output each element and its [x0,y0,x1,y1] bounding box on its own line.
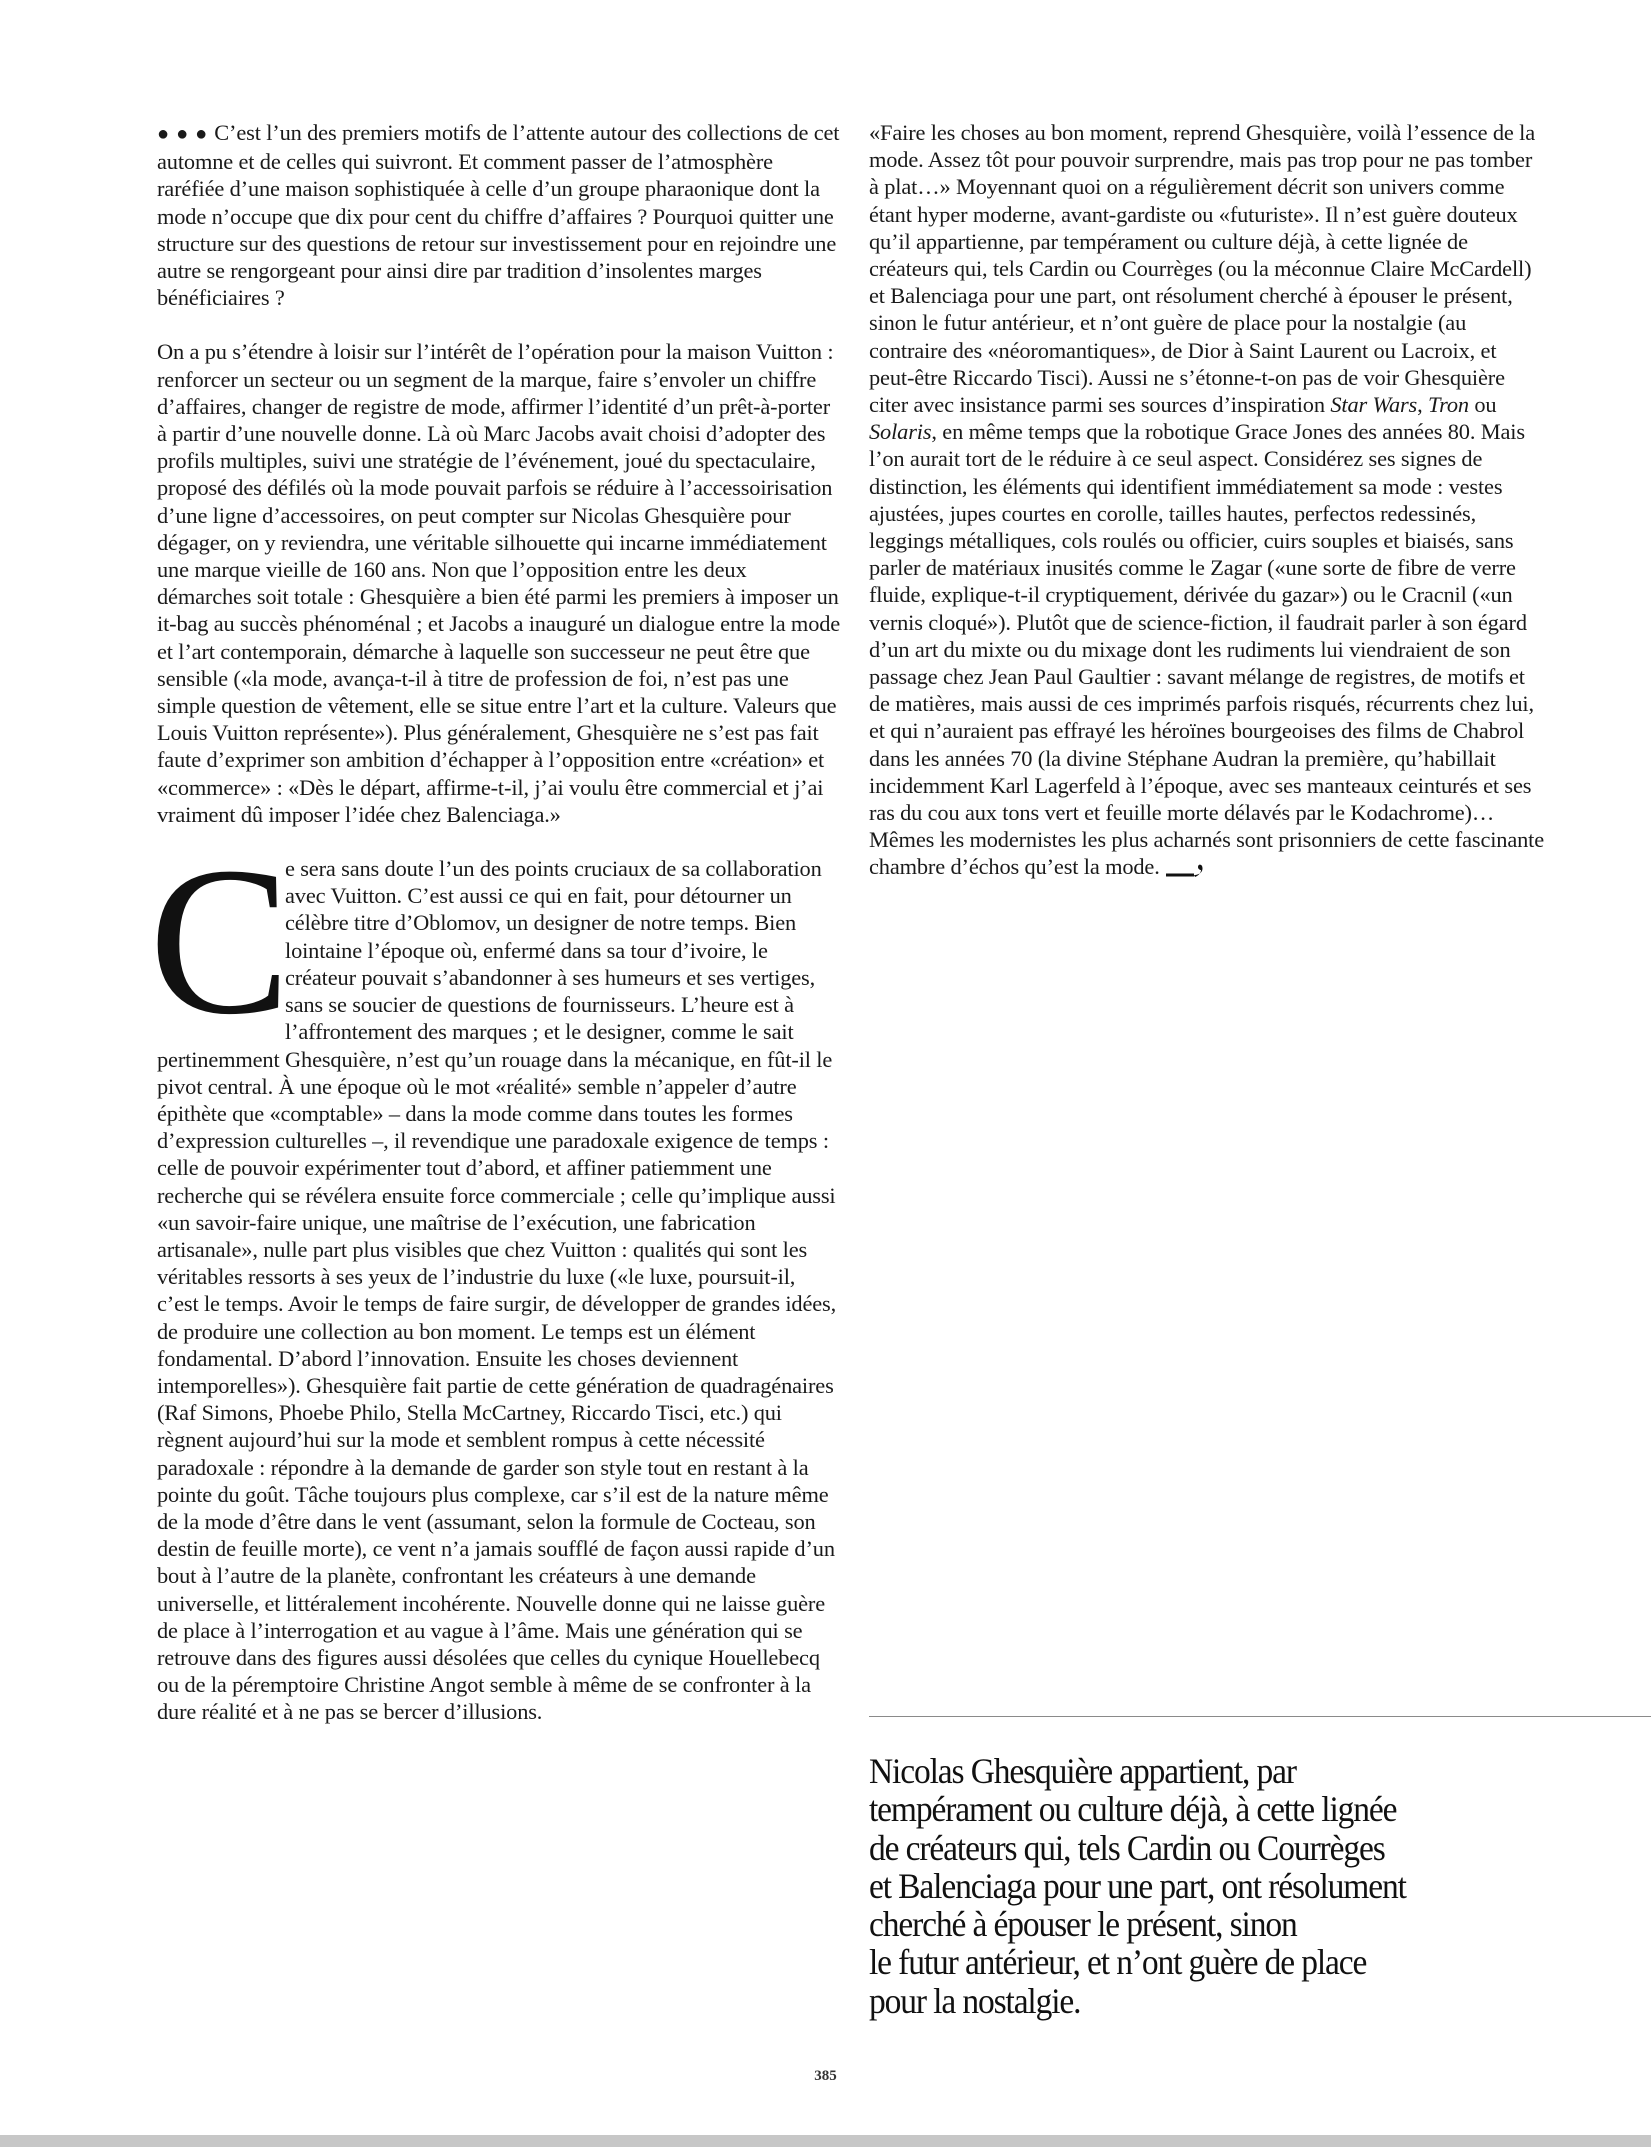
pullquote [869,1752,1501,2020]
paragraph-timing-text-a: «Faire les choses au bon moment, reprend Ghesquière, voilà l’essence de la mode. Assez tôt pour pouvoir surprendre, mais pas trop pour ne pas tomber à plat…» Moyennant quoi on a régulièrement décrit son univers comme étant hyper moderne, avant-gardiste ou «futuriste». Il n’est guère douteux qu’il appartienne, par tempérament ou culture déjà, à cette lignée de créateurs qui, tels Cardin ou Courrèges (ou la méconnue Claire McCardell) et Balenciaga pour une part, ont résolument cherché à épouser le présent, sinon le futur antérieur, et n’ont guère de place pour la nostalgie (au contraire des «néoromantiques», de Dior à Saint Laurent ou Lacroix, et peut-être Riccardo Tisci). Aussi ne s’étonne-t-on pas de voir Ghesquière citer avec insistance parmi ses sources d’inspiration [869,120,1535,418]
pullquote-line: et Balenciaga pour une part, ont résolument [869,1865,1406,1906]
paragraph-dropcap-block [149,823,841,1726]
drop-cap-letter: C [149,823,291,1059]
paragraph-timing [869,119,1547,881]
pullquote-line: de créateurs qui, tels Cardin ou Courrèges [869,1827,1385,1868]
separator-text: ou [1468,392,1497,418]
end-of-article-icon [1164,862,1208,880]
article-column-left [149,119,841,1726]
pullquote-line: cherché à épouser le présent, sinon [869,1904,1297,1945]
paragraph-timing-text-b: , en même temps que la robotique Grace Jones des années 80. Mais l’on aurait tort de le réduire à ce seul aspect. Considérez ses signes de distinction, les éléments qui identifient immédiatement sa mode : vestes ajustées, jupes courtes en corolle, tailles hautes, perfectos redessinés, leggings métalliques, cols roulés ou officier, cuirs souples et biaisés, sans parler de matériaux inusités comme le Zagar («une sorte de fibre de verre fluide, explique-t-il cryptiquement, dérivée du gazar») ou le Cracnil («un vernis cloqué»). Plutôt que de science-fiction, il faudrait parler à son égard d’un art du mixte ou du mixage dont les rudiments lui viendraient de son passage chez Jean Paul Gaultier : savant mélange de registres, de motifs et de matières, mais aussi de ces imprimés parfois risqués, récurrents chez lui, et qui n’auraient pas effrayé les héroïnes bourgeoises des films de Chabrol dans les années 70 (la divine Stéphane Audran la première, qu’habillait incidemment Karl Lagerfeld à l’époque, avec ses manteaux ceinturés et ses ras du cou aux tons vert et feuille morte délavés par le Kodachrome)… Mêmes les modernistes les plus acharnés sont prisonniers de cette fascinante chambre d’échos qu’est la mode. [869,419,1545,880]
bottom-bar [0,2135,1651,2147]
film-title-star-wars: Star Wars [1330,392,1418,418]
separator-text: , [1417,392,1429,418]
pullquote-divider [869,1716,1651,1717]
bullet-ornament: ● ● ● [157,123,209,145]
paragraph-designer-time: e sera sans doute l’un des points cruciaux de sa collaboration avec Vuitton. C’est aussi ce qui en fait, pour détourner un célèbre titre d’Oblomov, un designer de notre temps. Bien lointaine l’époque où, enfermé dans sa tour d’ivoire, le créateur pouvait s’abandonner à ses humeurs et ses vertiges, sans se soucier de questions de fournisseurs. L’heure est à l’affrontement des marques ; et le designer, comme le sait pertinemment Ghesquière, n’est qu’un rouage dans la mécanique, en fût-il le pivot central. À une époque où le mot «réalité» semble n’appeler d’autre épithète que «comptable» – dans la mode comme dans toutes les formes d’expression culturelles –, il revendique une paradoxale exigence de temps : celle de pouvoir expérimenter tout d’abord, et affiner patiemment une recherche qui se révélera ensuite force commerciale ; celle qu’implique aussi «un savoir-faire unique, une maîtrise de l’exécution, une fabrication artisanale», nulle part plus visibles que chez Vuitton : qualités qui sont les véritables ressorts à ses yeux de l’industrie du luxe («le luxe, poursuit-il, c’est le temps. Avoir le temps de faire surgir, de développer de grandes idées, de produire une collection au bon moment. Le temps est un élément fondamental. D’abord l’innovation. Ensuite les choses deviennent intemporelles»). Ghesquière fait partie de cette génération de quadragénaires (Raf Simons, Phoebe Philo, Stella McCartney, Riccardo Tisci, etc.) qui règnent aujourd’hui sur la mode et semblent rompus à cette nécessité paradoxale : répondre à la demande de garder son style tout en restant à la pointe du goût. Tâche toujours plus complexe, car s’il est de la nature même de la mode d’être dans le vent (assumant, selon la formule de Cocteau, son destin de feuille morte), ce vent n’a jamais soufflé de façon aussi rapide d’un bout à l’autre de la planète, confrontant les créateurs à une demande universelle, et littéralement incohérente. Nouvelle donne qui ne laisse guère de place à l’interrogation et au vague à l’âme. Mais une génération qui se retrouve dans des figures aussi désolées que celles du cynique Houellebecq ou de la péremptoire Christine Angot semble à même de se confronter à la dure réalité et à ne pas se bercer d’illusions. [157,856,837,1725]
article-column-right [869,119,1547,881]
paragraph-vuitton: On a pu s’étendre à loisir sur l’intérêt de l’opération pour la maison Vuitton : renforcer un secteur ou un segment de la marque, faire s’envoler un chiffre d’affaires, changer de registre de mode, affirmer l’identité d’un prêt-à-porter à partir d’une nouvelle donne. Là où Marc Jacobs avait choisi d’adopter des profils multiples, suivi une stratégie de l’événement, joué du spectaculaire, proposé des défilés où la mode pouvait parfois se réduire à l’accessoirisation d’une ligne d’accessoires, on peut compter sur Nicolas Ghesquière pour dégager, on y reviendra, une véritable silhouette qui incarne immédiatement une marque vieille de 160 ans. Non que l’opposition entre les deux démarches soit totale : Ghesquière a bien été parmi les premiers à imposer un it-bag au succès phénoménal ; et Jacobs a inauguré un dialogue entre la mode et l’art contemporain, démarche à laquelle son successeur ne peut être que sensible («la mode, avança-t-il à titre de profession de foi, n’est pas une simple question de vêtement, elle se situe entre l’art et la culture. Valeurs que Louis Vuitton représente»). Plus généralement, Ghesquière ne s’est pas fait faute d’exprimer son ambition d’échapper à l’opposition entre «création» et «commerce» : «Dès le départ, affirme-t-il, j’ai voulu être commercial et j’ai vraiment dû imposer l’idée chez Balenciaga.» [157,339,841,827]
pullquote-line: le futur antérieur, et n’ont guère de place [869,1942,1367,1983]
film-title-solaris: Solaris [869,419,932,445]
page-number: 385 [814,2068,837,2084]
pullquote-line: tempérament ou culture déjà, à cette lignée [869,1789,1397,1830]
pullquote-line: pour la nostalgie. [869,1980,1081,2021]
paragraph-intro-text: C’est l’un des premiers motifs de l’attente autour des collections de cet automne et de celles qui suivront. Et comment passer de l’atmosphère raréfiée d’une maison sophistiquée à celle d’un groupe pharaonique dont la mode n’occupe que dix pour cent du chiffre d’affaires ? Pourquoi quitter une structure sur des questions de retour sur investissement pour en rejoindre une autre se rengorgeant pour ainsi dire par tradition d’insolentes marges bénéficiaires ? [157,120,840,311]
pullquote-line: Nicolas Ghesquière appartient, par [869,1751,1296,1791]
film-title-tron: Tron [1428,392,1469,418]
paragraph-intro [157,119,841,311]
